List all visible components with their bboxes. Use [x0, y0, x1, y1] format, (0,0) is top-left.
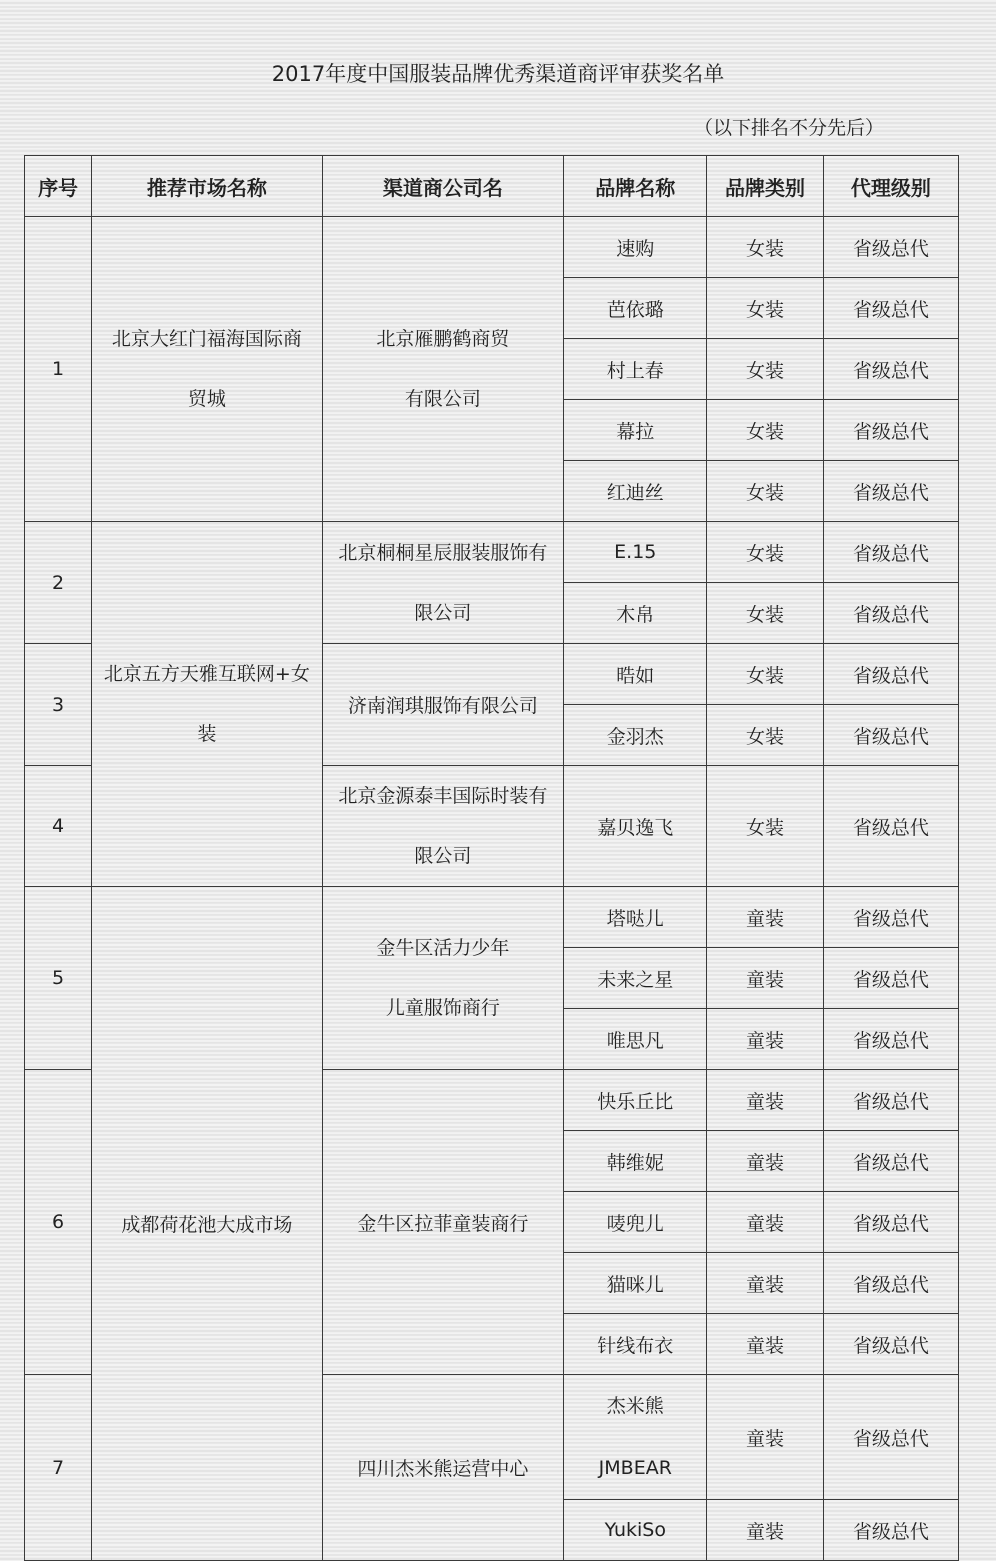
brand-cell: 晧如	[564, 644, 707, 705]
distributor-cell: 济南润琪服饰有限公司	[322, 644, 564, 766]
type-cell: 童装	[707, 1131, 823, 1192]
seq-cell: 7	[25, 1375, 92, 1561]
header-type: 品牌类别	[707, 156, 823, 217]
level-cell: 省级总代	[823, 887, 958, 948]
distributor-line: 有限公司	[404, 388, 481, 410]
brand-line: JMBEAR	[598, 1457, 672, 1479]
level-cell: 省级总代	[823, 461, 958, 522]
brand-cell	[564, 1375, 707, 1500]
level-cell: 省级总代	[823, 1314, 958, 1375]
distributor-cell	[322, 766, 564, 887]
awards-table	[24, 155, 959, 1561]
level-cell: 省级总代	[823, 339, 958, 400]
header-row	[25, 156, 959, 217]
market-line: 贸城	[187, 388, 226, 410]
seq-cell: 4	[25, 766, 92, 887]
ranking-note: （以下排名不分先后）	[694, 117, 885, 139]
type-cell: 女装	[707, 217, 823, 278]
brand-cell: YukiSo	[564, 1500, 707, 1561]
level-cell: 省级总代	[823, 766, 958, 887]
type-cell: 女装	[707, 644, 823, 705]
type-cell: 女装	[707, 339, 823, 400]
distributor-line: 限公司	[414, 601, 472, 624]
level-cell: 省级总代	[823, 1500, 958, 1561]
type-cell: 童装	[707, 1009, 823, 1070]
level-cell: 省级总代	[823, 522, 958, 583]
level-cell: 省级总代	[823, 705, 958, 766]
market-line: 北京大红门福海国际商	[111, 328, 302, 350]
brand-cell: 红迪丝	[564, 461, 707, 522]
type-cell: 女装	[707, 766, 823, 887]
level-cell: 省级总代	[823, 1375, 958, 1500]
header-seq: 序号	[25, 156, 92, 217]
market-cell	[92, 217, 322, 522]
type-cell: 女装	[707, 583, 823, 644]
brand-cell: E.15	[564, 522, 707, 583]
type-cell: 童装	[707, 1253, 823, 1314]
brand-cell: 幕拉	[564, 400, 707, 461]
type-cell: 童装	[707, 1500, 823, 1561]
type-cell: 童装	[707, 1070, 823, 1131]
level-cell: 省级总代	[823, 1192, 958, 1253]
type-cell: 童装	[707, 887, 823, 948]
table-row	[25, 522, 959, 583]
header-market: 推荐市场名称	[92, 156, 322, 217]
distributor-line: 金牛区活力少年	[376, 937, 510, 959]
brand-cell: 未来之星	[564, 948, 707, 1009]
distributor-line: 北京金源泰丰国际时装有	[338, 785, 548, 807]
market-line: 装	[197, 723, 217, 745]
level-cell: 省级总代	[823, 1253, 958, 1314]
document-title: 2017年度中国服装品牌优秀渠道商评审获奖名单	[271, 62, 725, 86]
level-cell: 省级总代	[823, 1009, 958, 1070]
brand-cell: 韩维妮	[564, 1131, 707, 1192]
distributor-line: 限公司	[414, 845, 472, 867]
type-cell: 女装	[707, 400, 823, 461]
market-cell	[92, 522, 322, 887]
brand-cell: 嘉贝逸飞	[564, 766, 707, 887]
type-cell: 童装	[707, 1192, 823, 1253]
level-cell: 省级总代	[823, 217, 958, 278]
brand-cell: 村上春	[564, 339, 707, 400]
level-cell: 省级总代	[823, 278, 958, 339]
type-cell: 女装	[707, 278, 823, 339]
seq-cell: 1	[25, 217, 92, 522]
market-line: 北京五方天雅互联网+女	[103, 663, 310, 685]
brand-cell: 塔哒儿	[564, 887, 707, 948]
seq-cell: 3	[25, 644, 92, 766]
brand-cell: 唯思凡	[564, 1009, 707, 1070]
type-cell: 童装	[707, 1375, 823, 1500]
distributor-line: 北京桐桐星辰服装服饰有	[338, 541, 548, 564]
distributor-cell	[322, 522, 564, 644]
header-level: 代理级别	[823, 156, 958, 217]
type-cell: 女装	[707, 461, 823, 522]
table-row	[25, 887, 959, 948]
seq-cell: 5	[25, 887, 92, 1070]
distributor-line: 北京雁鹏鹤商贸	[376, 328, 510, 350]
brand-line: 杰米熊	[606, 1395, 664, 1417]
level-cell: 省级总代	[823, 400, 958, 461]
distributor-cell: 金牛区拉菲童装商行	[322, 1070, 564, 1375]
level-cell: 省级总代	[823, 1070, 958, 1131]
type-cell: 女装	[707, 705, 823, 766]
distributor-cell	[322, 887, 564, 1070]
distributor-cell: 四川杰米熊运营中心	[322, 1375, 564, 1561]
brand-cell: 木帛	[564, 583, 707, 644]
table-row	[25, 217, 959, 278]
brand-cell: 金羽杰	[564, 705, 707, 766]
level-cell: 省级总代	[823, 583, 958, 644]
level-cell: 省级总代	[823, 1131, 958, 1192]
seq-cell: 2	[25, 522, 92, 644]
market-cell: 成都荷花池大成市场	[92, 887, 322, 1561]
type-cell: 童装	[707, 948, 823, 1009]
type-cell: 童装	[707, 1314, 823, 1375]
brand-cell: 速购	[564, 217, 707, 278]
brand-cell: 快乐丘比	[564, 1070, 707, 1131]
header-distributor: 渠道商公司名	[322, 156, 564, 217]
header-brand: 品牌名称	[564, 156, 707, 217]
brand-cell: 针线布衣	[564, 1314, 707, 1375]
seq-cell: 6	[25, 1070, 92, 1375]
brand-cell: 唛兜儿	[564, 1192, 707, 1253]
type-cell: 女装	[707, 522, 823, 583]
level-cell: 省级总代	[823, 948, 958, 1009]
brand-cell: 猫咪儿	[564, 1253, 707, 1314]
level-cell: 省级总代	[823, 644, 958, 705]
distributor-cell	[322, 217, 564, 522]
brand-cell: 芭依璐	[564, 278, 707, 339]
distributor-line: 儿童服饰商行	[385, 997, 500, 1019]
